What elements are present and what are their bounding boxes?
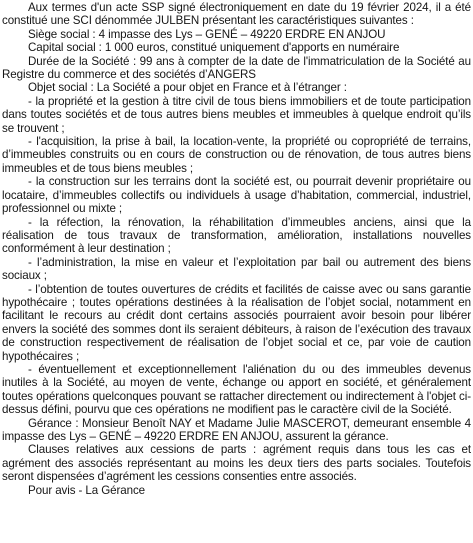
intro-paragraph: Aux termes d'un acte SSP signé électroniquement en date du 19 février 2024, il a été constitué une SCI dénommée JULBEN présentant les caractéristiques suivantes : <box>2 1 471 28</box>
share-transfer-clauses: Clauses relatives aux cessions de parts : agrément requis dans tous les cas et agrément des associés représentant au moins les deux tiers des parts sociales. Toutefois seront dispensées d’agrément les cessions consenties entre associés. <box>2 443 471 484</box>
purpose-item-construction: - la construction sur les terrains dont la société est, ou pourrait devenir propriétaire ou locataire, d’immeubles collectifs ou individuels à usage d’habitation, commercial, industriel, professionnel ou mixte ; <box>2 175 471 216</box>
purpose-item-alienation: - éventuellement et exceptionnellement l'aliénation du ou des immeubles devenus inutiles à la Société, au moyen de vente, échange ou apport en société, et généralement toutes opérations quelconques pouvant se rattacher directement ou indirectement à l'objet ci-dessus défini, pourvu que ces opérations ne modifient pas le caractère civil de la Société. <box>2 362 471 417</box>
purpose-item-property-management: - la propriété et la gestion à titre civil de tous biens immobiliers et de toute participation dans toutes sociétés et de tous autres biens meubles et immeubles à quelque endroit qu’ils se trouvent ; <box>2 94 471 135</box>
company-duration: Durée de la Société : 99 ans à compter de la date de l'immatriculation de la Société au Registre du commerce et des sociétés d’ANGERS <box>2 54 471 82</box>
purpose-item-administration: - l’administration, la mise en valeur et l’exploitation par bail ou autrement des biens sociaux ; <box>2 255 471 283</box>
signature-line: Pour avis - La Gérance <box>28 483 146 497</box>
purpose-item-acquisition: - l'acquisition, la prise à bail, la location-vente, la propriété ou copropriété de terrains, d’immeubles construits ou en cours de construction ou de rénovation, de tous autres biens immeubles et de tous biens meubles ; <box>2 135 471 175</box>
purpose-item-credit: - l’obtention de toutes ouvertures de crédits et facilités de caisse avec ou sans garantie hypothécaire ; toutes opérations destinées à la réalisation de l’objet social, notamment en facilitant le recours au crédit dont certains associés pourraient avoir besoin pour libérer envers la société des sommes dont ils seraient débiteurs, à raison de l’exécution des travaux de construction respectivement de réalisation de l’objet social et ce, par voie de caution hypothécaires ; <box>2 282 471 363</box>
corporate-purpose-heading: Objet social : La Société a pour objet en France et à l’étranger : <box>28 81 347 95</box>
purpose-item-renovation: - la réfection, la rénovation, la réhabilitation d’immeubles anciens, ainsi que la réalisation de tous travaux de transformation, amélioration, installations nouvelles conformément à leur destination ; <box>2 215 471 256</box>
share-capital: Capital social : 1 000 euros, constitué uniquement d'apports en numéraire <box>28 41 400 55</box>
management: Gérance : Monsieur Benoît NAY et Madame Julie MASCEROT, demeurant ensemble 4 impasse des Lys – GENÉ – 49220 ERDRE EN ANJOU, assurent la gérance. <box>2 416 471 443</box>
registered-office: Siège social : 4 impasse des Lys – GENÉ – 49220 ERDRE EN ANJOU <box>28 27 386 41</box>
